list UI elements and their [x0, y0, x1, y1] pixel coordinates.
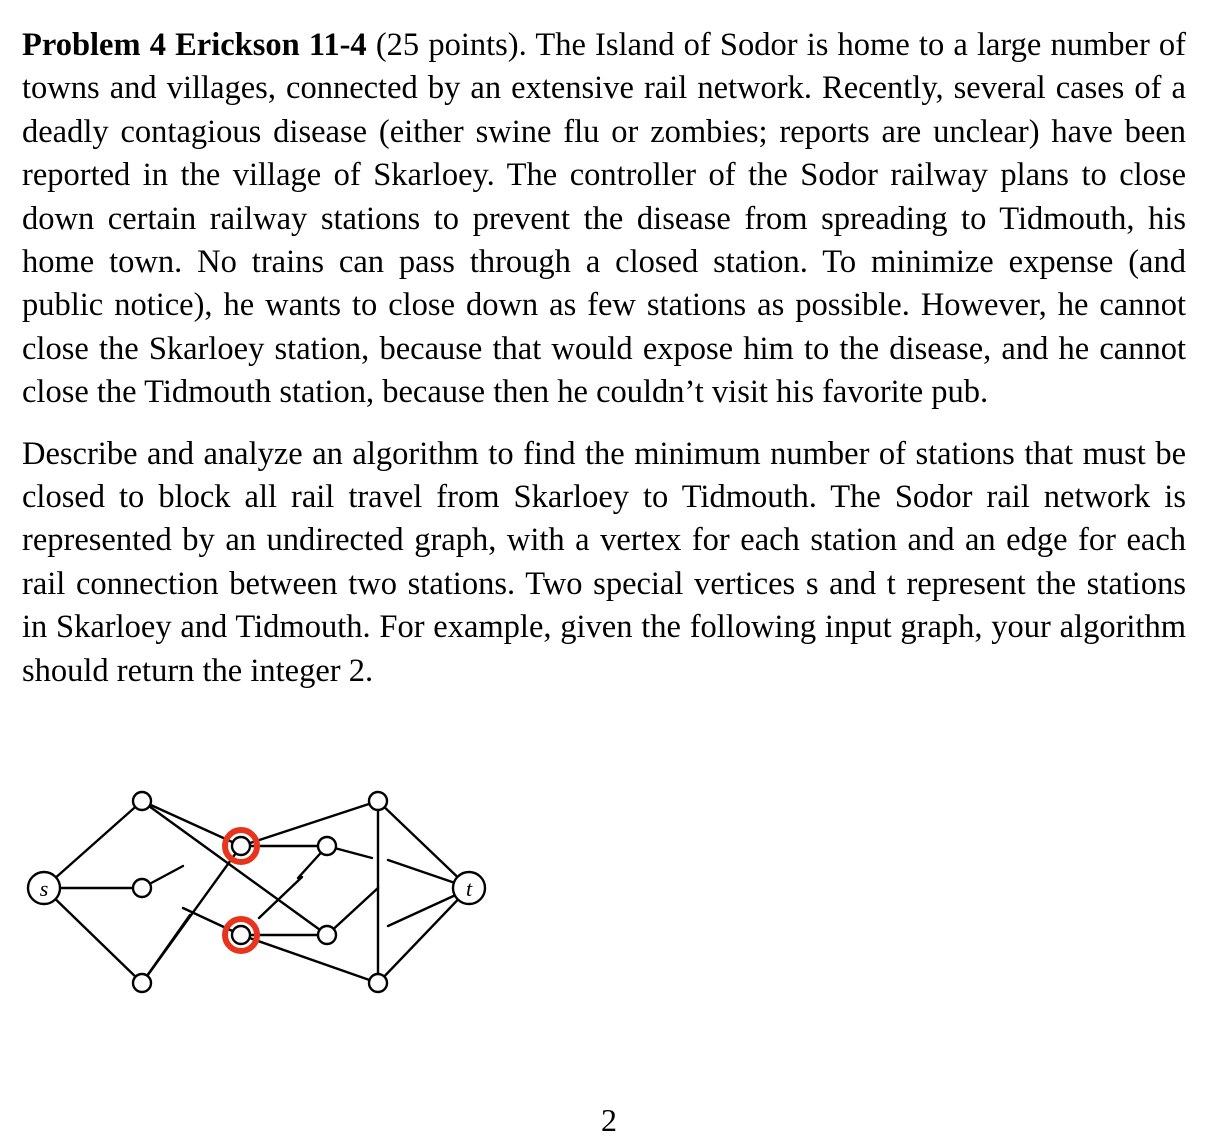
vertex: [133, 974, 151, 992]
sink-label: t: [465, 876, 473, 901]
vertex: [318, 926, 336, 944]
problem-text: [22, 24, 1186, 693]
edge: [378, 801, 469, 888]
vertex: [232, 926, 250, 944]
edge: [241, 801, 378, 846]
page-number: 2: [601, 1102, 617, 1138]
problem-points: (25 points).: [375, 27, 527, 63]
edge: [327, 888, 378, 935]
source-label: s: [39, 876, 49, 901]
problem-paragraph-2: Describe and analyze an algorithm to find the minimum number of stations that must be closed to block all rail travel from Skarloey to Tidmouth. The Sodor rail network is represented by an undirected graph, with a vertex for each station and an edge for each rail connection between two stations. Two special vertices s and t represent the stations in Skarloey and Tidmouth. For example, given the following input graph, your algorithm should return the integer 2.: [22, 435, 1186, 689]
vertex: [369, 792, 387, 810]
graph-edges: [44, 801, 469, 983]
edge: [142, 801, 327, 935]
vertex: [369, 974, 387, 992]
vertex: [232, 837, 250, 855]
edge: [378, 888, 469, 983]
edge: [388, 860, 458, 884]
edge: [142, 846, 241, 983]
problem-body: The Island of Sodor is home to a large number of towns and villages, connected by an extensive rail network. Recently, several cases of a deadly contagious disease (either swine flu or zombies; reports are unclear) have been reported in the village of Skarloey. The controller of the Sodor railway plans to close down certain railway stations to prevent the disease from spreading to Tidmouth, his home town. No trains can pass through a closed station. To minimize expense (and public notice), he wants to close down as few stations as possible. However, he cannot close the Skarloey station, because that would expose him to the disease, and he cannot close the Tidmouth station, because then he couldn’t visit his favorite pub.: [22, 27, 1187, 411]
edge: [44, 801, 142, 888]
edge: [241, 935, 378, 983]
graph-vertices: [28, 792, 485, 992]
edge: [44, 888, 142, 983]
vertex: [133, 792, 151, 810]
problem-heading: Problem 4 Erickson 11-4: [22, 27, 367, 63]
vertex: [318, 837, 336, 855]
rail-network-figure: [20, 780, 500, 1000]
vertex: [133, 879, 151, 897]
problem-paragraph-1: [22, 24, 1186, 415]
